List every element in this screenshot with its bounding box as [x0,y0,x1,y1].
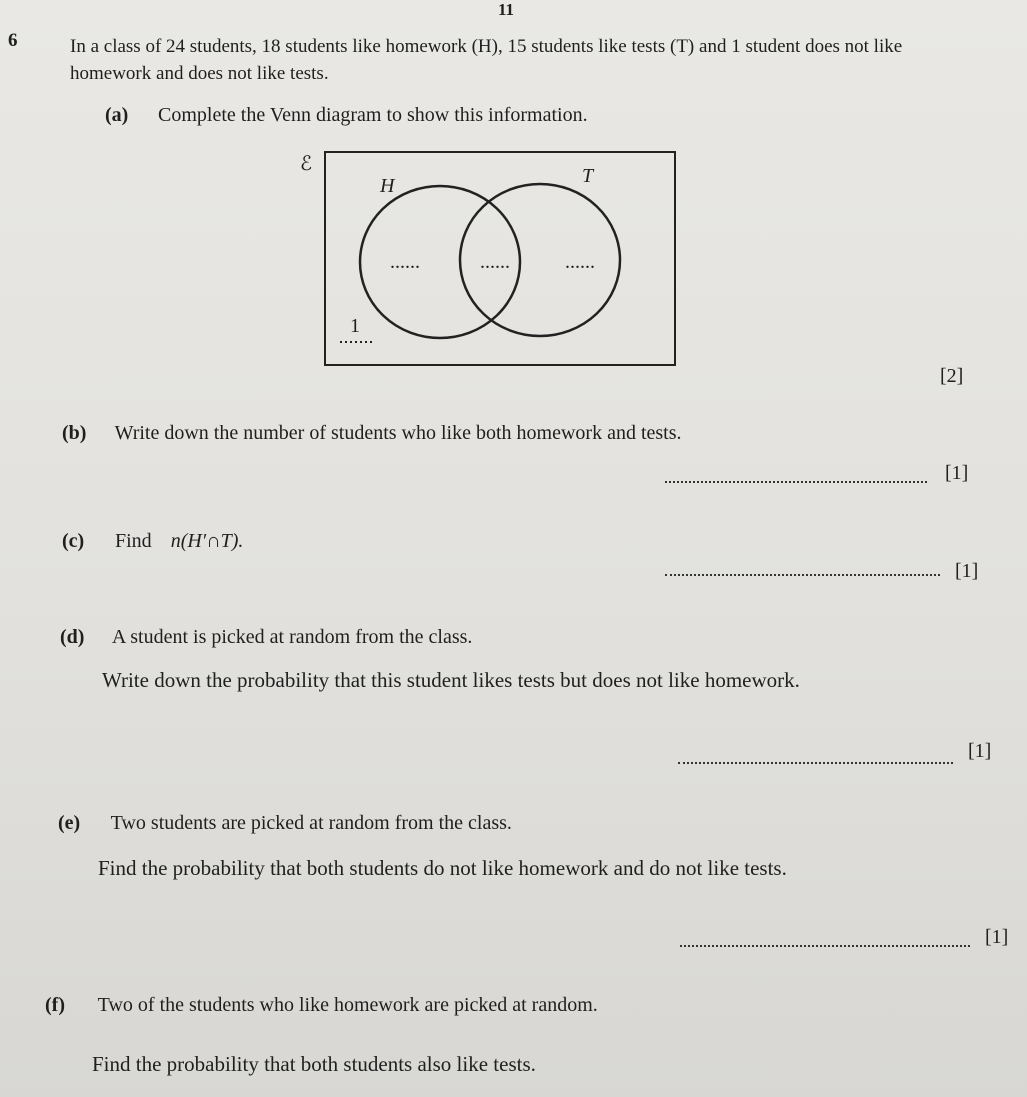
part-a [105,102,588,128]
part-c [62,528,243,554]
part-e-marks: [1] [985,926,1009,948]
part-e-answer-line[interactable] [680,945,970,947]
part-f-text: Two of the students who like homework are picked at random. [97,994,598,1016]
part-c-label: (c) [62,530,85,552]
part-b-text: Write down the number of students who like both homework and tests. [114,422,682,444]
part-c-text: Find [115,530,152,552]
set-t-label: T [582,165,594,187]
part-e-label: (e) [58,812,81,834]
part-f-label: (f) [45,994,65,1016]
part-a-text: Complete the Venn diagram to show this information. [158,104,588,126]
set-h-label: H [380,175,395,197]
part-d-label: (d) [60,626,85,648]
part-f-text2: Find the probability that both students also like tests. [92,1052,536,1076]
region-both[interactable]: ...... [480,251,510,273]
part-f [45,992,598,1018]
part-a-marks: [2] [940,365,964,387]
part-c-marks: [1] [955,560,979,582]
region-outside: 1 [350,315,360,337]
part-e-text: Two students are picked at random from the class. [110,812,512,834]
part-d-answer-line[interactable] [678,762,953,764]
part-d-text2: Write down the probability that this student likes tests but does not like homework. [102,668,800,692]
part-b-answer-line[interactable] [665,481,927,483]
part-b [62,420,682,446]
part-c-expression: n(H′∩T). [170,530,244,552]
part-e [58,810,512,836]
part-a-label: (a) [105,104,129,126]
part-d-text: A student is picked at random from the class. [111,626,473,648]
question-number: 6 [8,30,18,51]
page-number: 11 [498,0,515,19]
question-intro: In a class of 24 students, 18 students like homework (H), 15 students like tests (T) and 1 student does not like homework and does not like tests. [70,36,903,84]
venn-diagram [290,140,690,375]
part-b-label: (b) [62,422,87,444]
universal-set-symbol: ℰ [300,153,313,175]
part-d [60,624,472,650]
part-e-text2: Find the probability that both students do not like homework and do not like tests. [98,856,787,880]
part-d-marks: [1] [968,740,992,762]
part-c-answer-line[interactable] [665,574,940,576]
region-t-only[interactable]: ...... [565,251,595,273]
part-b-marks: [1] [945,462,969,484]
region-h-only[interactable]: ...... [390,251,420,273]
